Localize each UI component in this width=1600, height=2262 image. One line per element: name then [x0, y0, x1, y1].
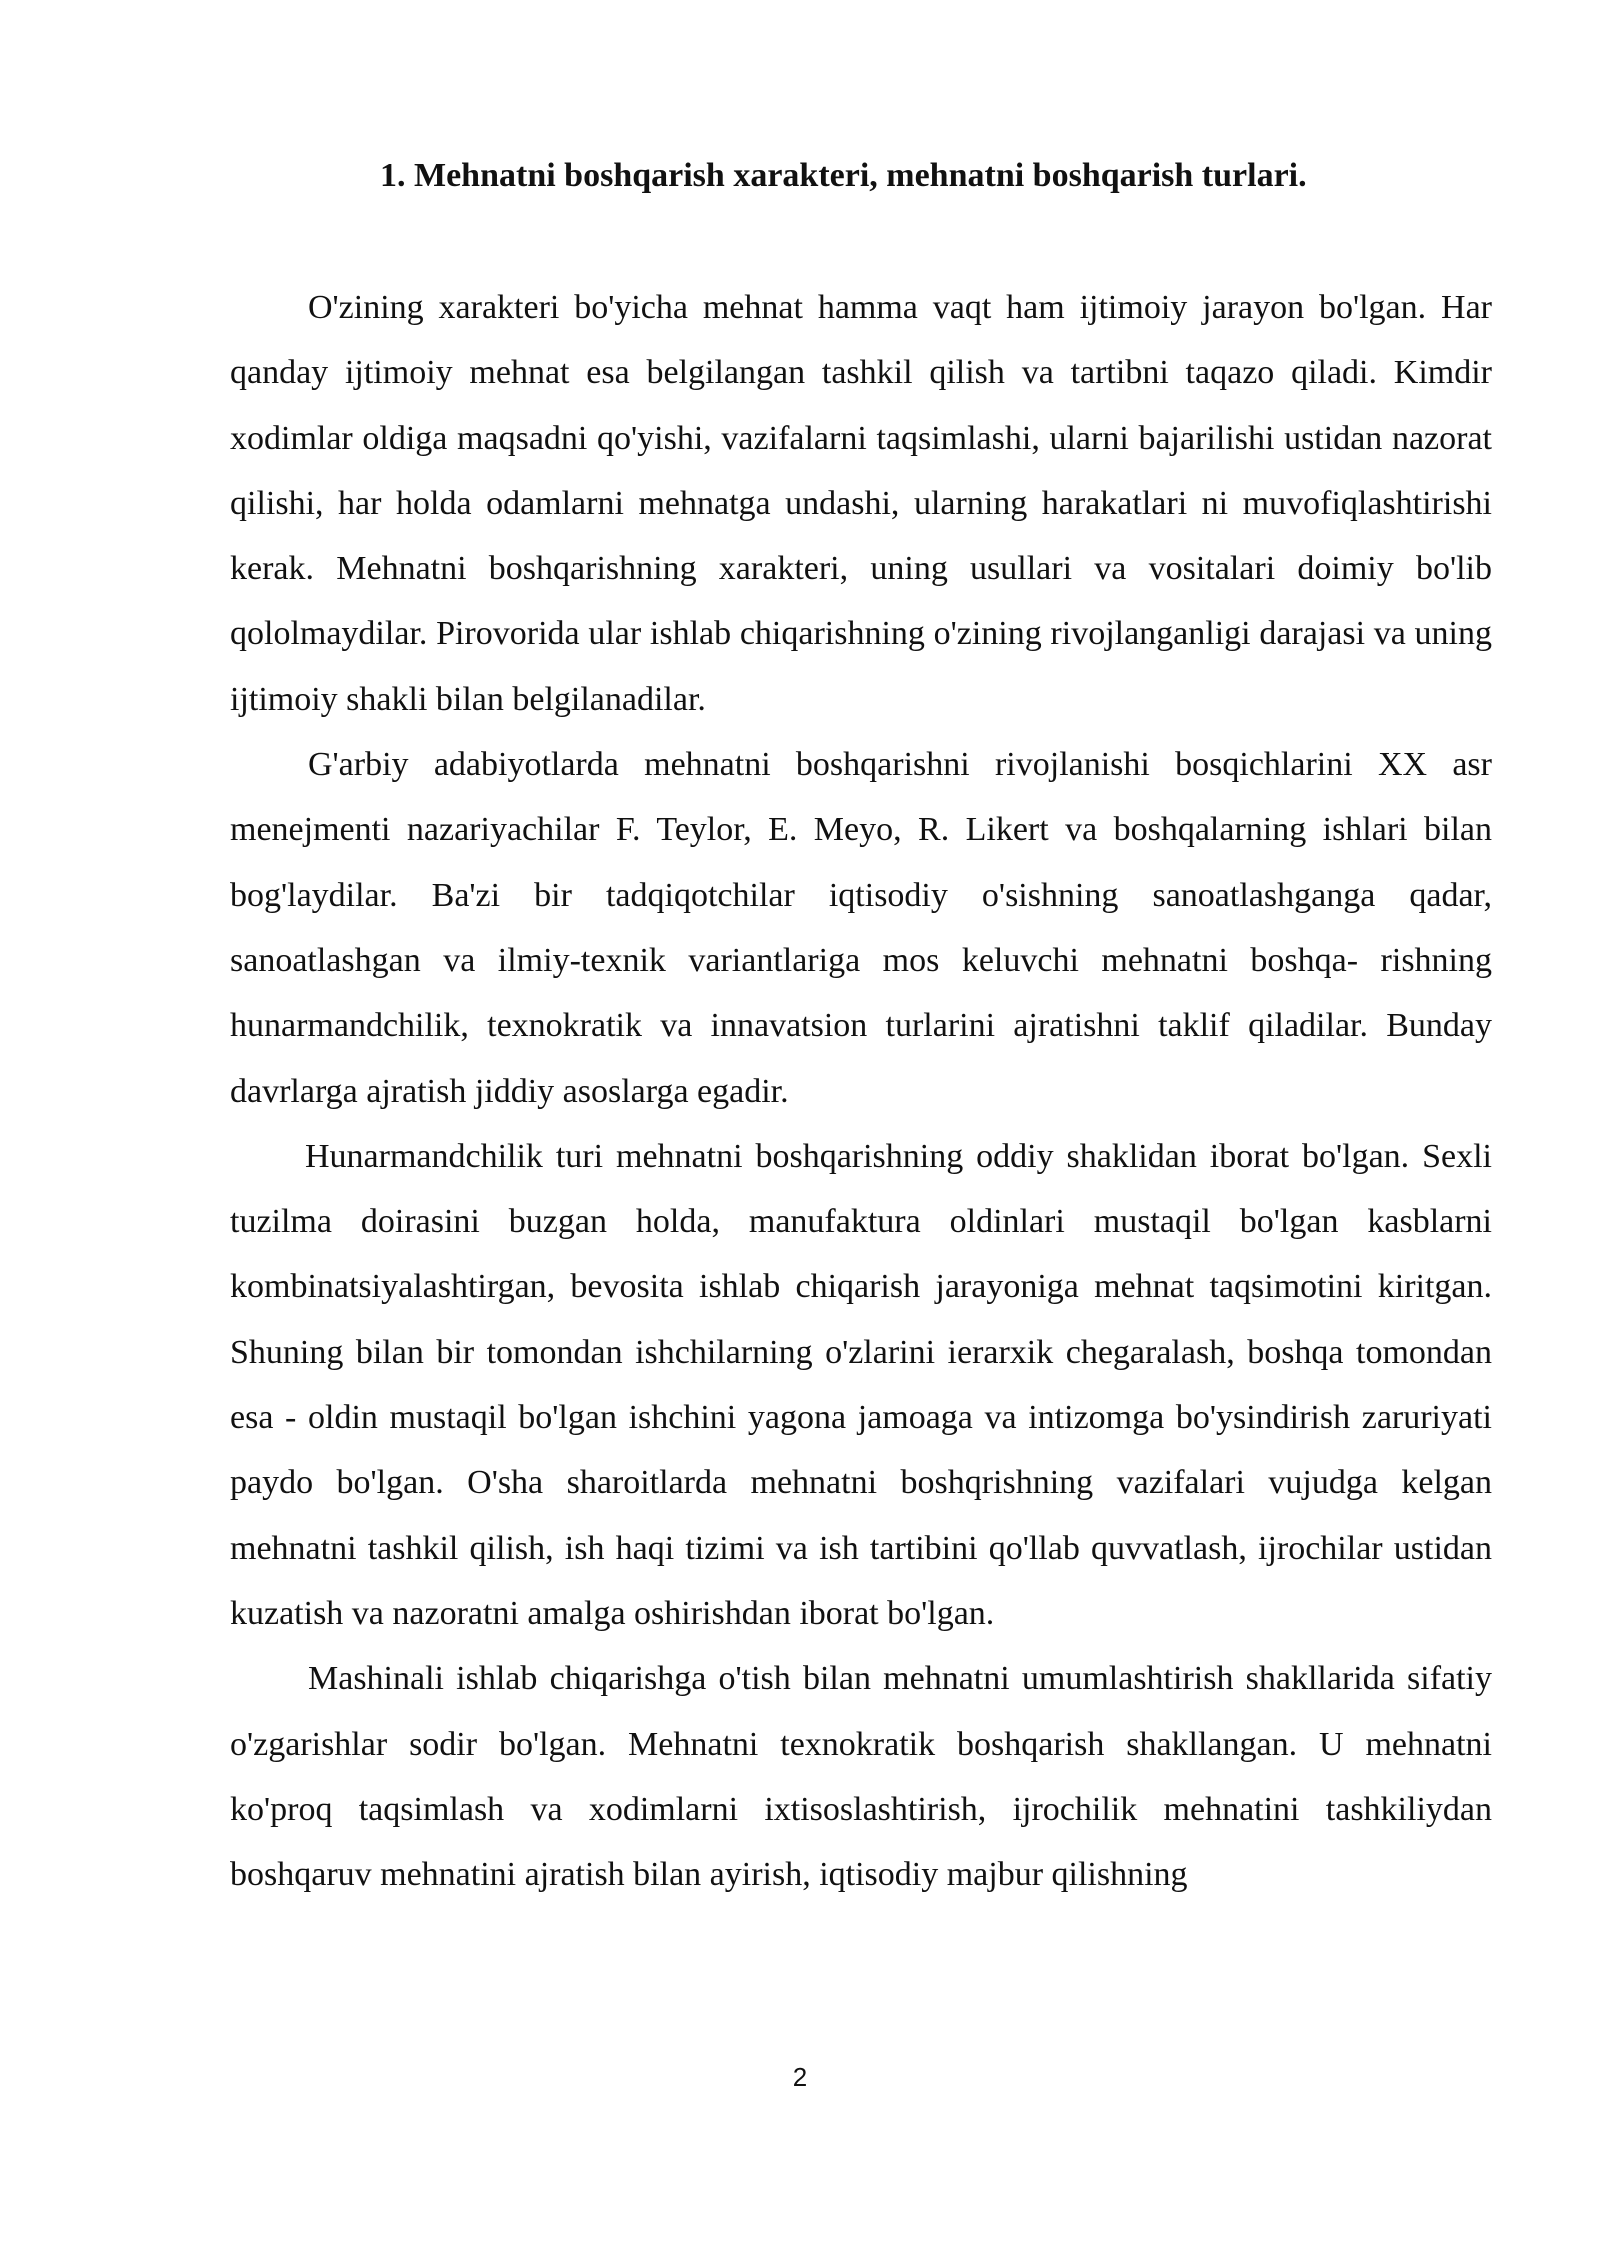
paragraph-4: Mashinali ishlab chiqarishga o'tish bilan mehnatni umumlashtirish shakllarida sifatiy o'zgarishlar sodir bo'lgan. Mehnatni texnokratik boshqarish shakllangan. U mehnatni ko'proq taqsimlash va xodimlarni ixtisoslashtirish, ijrochilik mehnatini tashkiliydan boshqaruv mehnatini ajratish bilan ayirish, iqtisodiy majbur qilishning — [230, 1660, 1492, 1894]
paragraph-2: G'arbiy adabiyotlarda mehnatni boshqarishni rivojlanishi bosqichlarini XX asr menejmenti nazariyachilar F. Teylor, E. Meyo, R. Likert va boshqalarning ishlari bilan bog'laydilar. Ba'zi bir tadqiqotchilar iqtisodiy o'sishning sanoatlashganga qadar, sanoatlashgan va ilmiy-texnik variantlariga mos keluvchi mehnatni boshqa- rishning hunarmandchilik, texnokratik va innavatsion turlarini ajratishni taklif qiladilar. Bunday davrlarga ajratish jiddiy asoslarga egadir. — [230, 746, 1492, 1110]
section-heading: 1. Mehnatni boshqarish xarakteri, mehnatni boshqarish turlari. — [380, 157, 1307, 194]
paragraph-1: O'zining xarakteri bo'yicha mehnat hamma vaqt ham ijtimoiy jarayon bo'lgan. Har qanday ijtimoiy mehnat esa belgilangan tashkil qilish va tartibni taqazo qiladi. Kimdir xodimlar oldiga maqsadni qo'yishi, vazifalarni taqsimlashi, ularni bajarilishi ustidan nazorat qilishi, har holda odamlarni mehnatga undashi, ularning harakatlari ni muvofiqlashtirishi kerak. Mehnatni boshqarishning xarakteri, uning usullari va vositalari doimiy bo'lib qololmaydilar. Pirovorida ular ishlab chiqarishning o'zining rivojlanganligi darajasi va uning ijtimoiy shakli bilan belgilanadilar. — [230, 289, 1492, 718]
page-number: 2 — [792, 2062, 808, 2092]
body-text — [230, 275, 1492, 1907]
paragraph-3: Hunarmandchilik turi mehnatni boshqarishning oddiy shaklidan iborat bo'lgan. Sexli tuzilma doirasini buzgan holda, manufaktura oldinlari mustaqil bo'lgan kasblarni kombinatsiyalashtirgan, bevosita ishlab chiqarish jarayoniga mehnat taqsimotini kiritgan. Shuning bilan bir tomondan ishchilarning o'zlarini ierarxik chegaralash, boshqa tomondan esa - oldin mustaqil bo'lgan ishchini yagona jamoaga va intizomga bo'ysindirish zaruriyati paydo bo'lgan. O'sha sharoitlarda mehnatni boshqrishning vazifalari vujudga kelgan mehnatni tashkil qilish, ish haqi tizimi va ish tartibini qo'llab quvvatlash, ijrochilar ustidan kuzatish va nazoratni amalga oshirishdan iborat bo'lgan. — [230, 1137, 1492, 1632]
